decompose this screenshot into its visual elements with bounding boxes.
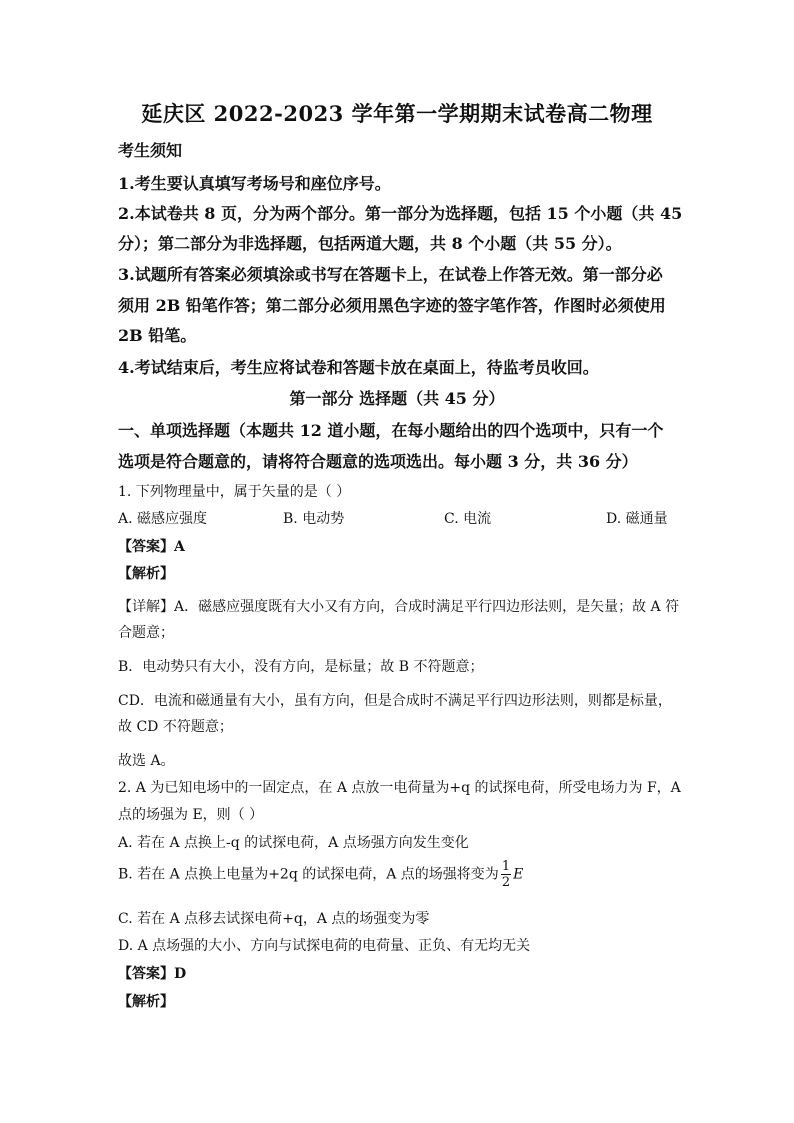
q2-option-b [118, 860, 523, 889]
q1-answer: 【答案】A [118, 539, 185, 555]
q1-option-d: D. 磁通量 [606, 511, 668, 527]
q2-analysis-label: 【解析】 [118, 994, 174, 1010]
notice-item: 须用 2B 铅笔作答；第二部分必须用黑色字迹的签字笔作答，作图时必须使用 [118, 296, 666, 315]
q2-option-b-tail: E [513, 866, 524, 883]
q1-detail-line: 故 CD 不符题意； [118, 719, 233, 735]
q1-detail-line: B．电动势只有大小，没有方向，是标量；故 B 不符题意； [118, 659, 484, 675]
part1-heading: 第一部分 选择题（共 45 分） [289, 389, 505, 408]
fraction-denominator: 2 [501, 875, 511, 890]
q1-option-a: A. 磁感应强度 [118, 511, 208, 527]
q1-detail-line: 【详解】A．磁感应强度既有大小又有方向，合成时满足平行四边形法则，是矢量；故 A 符 [118, 599, 680, 615]
q1-stem: 1. 下列物理量中，属于矢量的是（ ） [118, 484, 351, 500]
notice-item: 2B 铅笔。 [118, 326, 197, 345]
notice-item: 1.考生要认真填写考场号和座位序号。 [118, 174, 391, 193]
q1-option-b: B. 电动势 [283, 511, 345, 527]
q1-analysis-label: 【解析】 [118, 566, 174, 582]
q1-option-c: C. 电流 [444, 511, 492, 527]
section-instruction: 选项是符合题意的，请将符合题意的选项选出。每小题 3 分，共 36 分） [118, 452, 638, 471]
notice-item: 分）；第二部分为非选择题，包括两道大题，共 8 个小题（共 55 分）。 [118, 234, 622, 253]
q2-option-a: A. 若在 A 点换上-q 的试探电荷，A 点场强方向发生变化 [118, 835, 469, 851]
page-title: 延庆区 2022-2023 学年第一学期期末试卷高二物理 [141, 101, 653, 126]
section-instruction: 一、单项选择题（本题共 12 道小题，在每小题给出的四个选项中，只有一个 [118, 421, 664, 440]
notice-item: 3.试题所有答案必须填涂或书写在答题卡上，在试卷上作答无效。第一部分必 [118, 265, 663, 284]
q2-option-b-text: B. 若在 A 点换上电量为+2q 的试探电荷，A 点的场强将变为 [118, 866, 499, 883]
notice-heading: 考生须知 [118, 141, 183, 160]
q2-option-c: C. 若在 A 点移去试探电荷+q，A 点的场强变为零 [118, 911, 430, 927]
fraction [501, 860, 511, 889]
q1-detail-line: 故选 A。 [118, 753, 175, 769]
q1-detail-line: CD．电流和磁通量有大小，虽有方向，但是合成时不满足平行四边形法则，则都是标量， [118, 693, 672, 709]
q2-stem-line: 2. A 为已知电场中的一固定点，在 A 点放一电荷量为+q 的试探电荷，所受电场力为 F，A [118, 780, 681, 796]
q1-detail-line: 合题意； [118, 625, 174, 641]
notice-item: 2.本试卷共 8 页，分为两个部分。第一部分为选择题，包括 15 个小题（共 45 [118, 204, 683, 223]
q2-stem-line: 点的场强为 E，则（ ） [118, 807, 264, 823]
fraction-numerator: 1 [501, 859, 511, 874]
notice-item: 4.考试结束后，考生应将试卷和答题卡放在桌面上，待监考员收回。 [118, 358, 599, 377]
q2-option-d: D. A 点场强的大小、方向与试探电荷的电荷量、正负、有无均无关 [118, 938, 531, 954]
q2-answer: 【答案】D [118, 966, 187, 982]
